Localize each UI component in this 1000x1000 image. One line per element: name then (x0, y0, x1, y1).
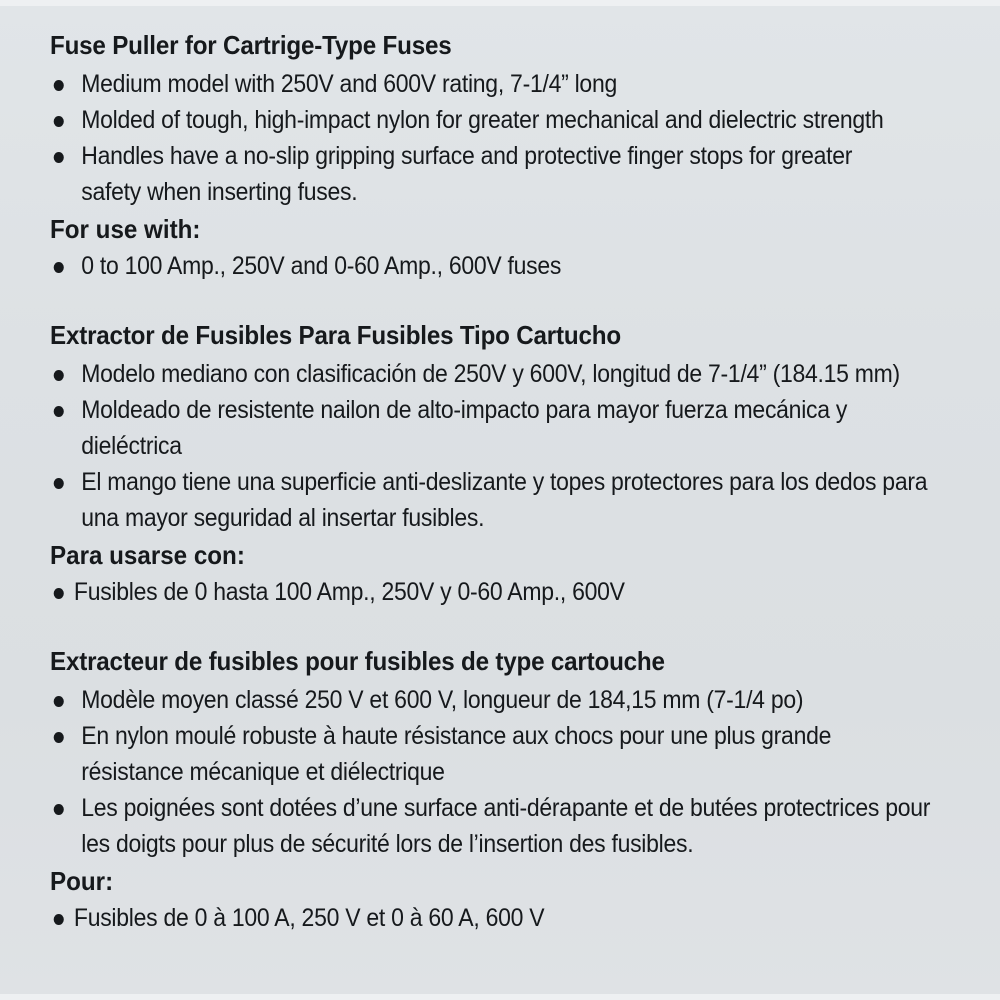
bullet-icon (54, 116, 64, 127)
spanish-feature-item: Modelo mediano con clasificación de 250V y 600V, longitud de 7-1/4” (184.15 mm) (50, 356, 1000, 392)
english-feature-list (50, 66, 990, 210)
spanish-use-list (50, 574, 990, 610)
english-feature-item: Medium model with 250V and 600V rating, 7-1/4” long (50, 66, 1000, 102)
french-feature-item: Modèle moyen classé 250 V et 600 V, longueur de 184,15 mm (7-1/4 po) (50, 682, 1000, 718)
english-title: Fuse Puller for Cartrige-Type Fuses (50, 30, 452, 60)
english-section (50, 28, 990, 284)
bullet-icon (54, 262, 64, 273)
bullet-icon (54, 696, 64, 707)
french-title: Extracteur de fusibles pour fusibles de type cartouche (50, 646, 665, 676)
label-bottom-edge (0, 994, 1000, 1000)
spanish-feature-list (50, 356, 990, 536)
spanish-title: Extractor de Fusibles Para Fusibles Tipo Cartucho (50, 320, 621, 350)
french-feature-item: Les poignées sont dotées d’une surface anti-dérapante et de butées protectrices pour les doigts pour plus de sécurité lors de l’insertion des fusibles. (50, 790, 964, 862)
english-use-list (50, 248, 990, 284)
english-feature-item: Molded of tough, high-impact nylon for greater mechanical and dielectric strength (50, 102, 1000, 138)
bullet-icon (54, 478, 64, 489)
bullet-icon (54, 406, 64, 417)
french-feature-item: En nylon moulé robuste à haute résistance aux chocs pour une plus grande résistance mécanique et diélectrique (50, 718, 914, 790)
bullet-icon (54, 152, 64, 163)
english-use-heading: For use with: (50, 214, 201, 244)
bullet-icon (54, 732, 64, 743)
bullet-icon (54, 914, 64, 925)
bullet-icon (54, 588, 64, 599)
english-use-item: 0 to 100 Amp., 250V and 0-60 Amp., 600V fuses (50, 248, 1000, 284)
spanish-use-heading: Para usarse con: (50, 540, 245, 570)
french-feature-list (50, 682, 990, 862)
bullet-icon (54, 80, 64, 91)
label-top-edge (0, 0, 1000, 6)
french-section (50, 644, 990, 936)
spanish-use-item: Fusibles de 0 hasta 100 Amp., 250V y 0-60 Amp., 600V (50, 574, 1000, 610)
english-feature-item: Handles have a no-slip gripping surface and protective finger stops for greater safety when inserting fuses. (50, 138, 909, 210)
bullet-icon (54, 370, 64, 381)
spanish-feature-item: Moldeado de resistente nailon de alto-impacto para mayor fuerza mecánica y dieléctrica (50, 392, 914, 464)
french-use-list (50, 900, 990, 936)
french-use-item: Fusibles de 0 à 100 A, 250 V et 0 à 60 A, 600 V (50, 900, 1000, 936)
spanish-section (50, 318, 990, 610)
spanish-feature-item: El mango tiene una superficie anti-deslizante y topes protectores para los dedos para una mayor seguridad al insertar fusibles. (50, 464, 964, 536)
bullet-icon (54, 804, 64, 815)
french-use-heading: Pour: (50, 866, 114, 896)
